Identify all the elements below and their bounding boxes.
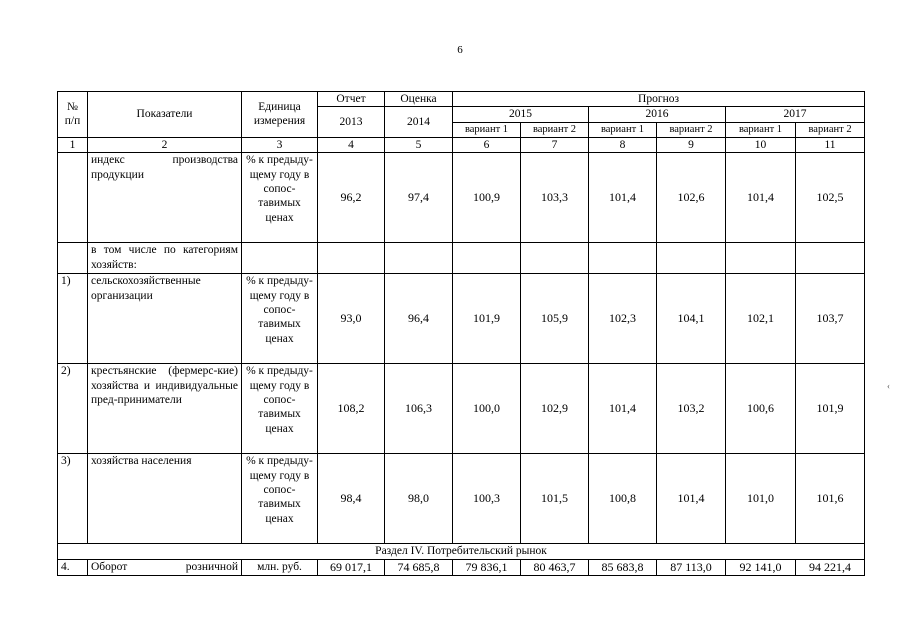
table-row <box>58 454 865 544</box>
table-row <box>58 153 865 243</box>
value-cell: 96,4 <box>385 274 453 364</box>
header-row-1 <box>58 92 865 107</box>
header-year-2016: 2016 <box>589 107 726 122</box>
value-cell: 101,9 <box>796 364 865 454</box>
header-year-2015: 2015 <box>453 107 589 122</box>
column-number: 3 <box>242 137 318 152</box>
value-cell: 98,0 <box>385 454 453 544</box>
value-cell: 96,2 <box>318 153 385 243</box>
row-unit: % к предыду-щему году в сопос-тавимых ценах <box>242 454 318 544</box>
row-indicator: Оборот розничной <box>88 559 242 575</box>
value-cell: 102,9 <box>521 364 589 454</box>
value-cell: 101,6 <box>796 454 865 544</box>
header-forecast: Прогноз <box>453 92 865 107</box>
row-indicator: в том числе по категориям хозяйств: <box>88 243 242 274</box>
value-cell: 85 683,8 <box>589 559 657 575</box>
value-cell: 100,8 <box>589 454 657 544</box>
value-cell: 108,2 <box>318 364 385 454</box>
value-cell: 100,6 <box>726 364 796 454</box>
row-indicator: хозяйства населения <box>88 454 242 544</box>
header-report-year: 2013 <box>318 107 385 137</box>
row-number: 1) <box>58 274 88 364</box>
table-row <box>58 364 865 454</box>
column-number: 4 <box>318 137 385 152</box>
column-number: 7 <box>521 137 589 152</box>
value-cell: 100,3 <box>453 454 521 544</box>
value-cell <box>657 243 726 274</box>
row-number: 2) <box>58 364 88 454</box>
value-cell <box>318 243 385 274</box>
value-cell: 93,0 <box>318 274 385 364</box>
value-cell: 74 685,8 <box>385 559 453 575</box>
value-cell <box>796 243 865 274</box>
value-cell: 101,9 <box>453 274 521 364</box>
row-indicator: сельскохозяйственные организации <box>88 274 242 364</box>
row-number: 3) <box>58 454 88 544</box>
value-cell: 103,3 <box>521 153 589 243</box>
value-cell: 101,4 <box>657 454 726 544</box>
header-variant: вариант 2 <box>521 122 589 137</box>
value-cell: 101,4 <box>589 364 657 454</box>
row-unit: % к предыду-щему году в сопос-тавимых ценах <box>242 364 318 454</box>
column-number: 6 <box>453 137 521 152</box>
header-indicators: Показатели <box>88 92 242 138</box>
value-cell: 94 221,4 <box>796 559 865 575</box>
value-cell: 102,5 <box>796 153 865 243</box>
row-indicator: индекс производства продукции <box>88 153 242 243</box>
header-estimate-year: 2014 <box>385 107 453 137</box>
header-report: Отчет <box>318 92 385 107</box>
header-variant: вариант 1 <box>726 122 796 137</box>
value-cell <box>521 243 589 274</box>
value-cell: 104,1 <box>657 274 726 364</box>
value-cell: 87 113,0 <box>657 559 726 575</box>
scan-mark: ‹ <box>887 381 890 391</box>
header-num: № п/п <box>58 92 88 138</box>
row-indicator: крестьянские (фермерс-кие) хозяйства и индивидуальные пред-приниматели <box>88 364 242 454</box>
header-variant: вариант 2 <box>796 122 865 137</box>
row-unit: млн. руб. <box>242 559 318 575</box>
row-unit: % к предыду-щему году в сопос-тавимых ценах <box>242 274 318 364</box>
column-number: 5 <box>385 137 453 152</box>
row-number: 4. <box>58 559 88 575</box>
column-numbers-row <box>58 137 865 152</box>
value-cell: 92 141,0 <box>726 559 796 575</box>
value-cell <box>385 243 453 274</box>
column-number: 1 <box>58 137 88 152</box>
value-cell: 103,7 <box>796 274 865 364</box>
row-unit <box>242 243 318 274</box>
value-cell: 101,0 <box>726 454 796 544</box>
page-number: 6 <box>457 44 463 56</box>
column-number: 8 <box>589 137 657 152</box>
value-cell: 105,9 <box>521 274 589 364</box>
header-year-2017: 2017 <box>726 107 865 122</box>
value-cell: 102,1 <box>726 274 796 364</box>
row-number <box>58 153 88 243</box>
value-cell <box>726 243 796 274</box>
column-number: 2 <box>88 137 242 152</box>
value-cell: 100,0 <box>453 364 521 454</box>
value-cell: 102,3 <box>589 274 657 364</box>
row-number <box>58 243 88 274</box>
value-cell: 101,4 <box>589 153 657 243</box>
table-row <box>58 274 865 364</box>
header-variant: вариант 2 <box>657 122 726 137</box>
value-cell: 101,4 <box>726 153 796 243</box>
value-cell: 69 017,1 <box>318 559 385 575</box>
value-cell: 79 836,1 <box>453 559 521 575</box>
column-number: 10 <box>726 137 796 152</box>
table-row <box>58 559 865 575</box>
column-number: 9 <box>657 137 726 152</box>
header-variant: вариант 1 <box>453 122 521 137</box>
value-cell: 102,6 <box>657 153 726 243</box>
value-cell: 100,9 <box>453 153 521 243</box>
table-row <box>58 243 865 274</box>
value-cell <box>453 243 521 274</box>
forecast-table <box>57 91 865 576</box>
value-cell <box>589 243 657 274</box>
value-cell: 98,4 <box>318 454 385 544</box>
row-unit: % к предыду-щему году в сопос-тавимых ценах <box>242 153 318 243</box>
header-variant: вариант 1 <box>589 122 657 137</box>
value-cell: 80 463,7 <box>521 559 589 575</box>
column-number: 11 <box>796 137 865 152</box>
value-cell: 103,2 <box>657 364 726 454</box>
value-cell: 106,3 <box>385 364 453 454</box>
value-cell: 101,5 <box>521 454 589 544</box>
section-title: Раздел IV. Потребительский рынок <box>58 544 865 559</box>
header-unit: Единица измерения <box>242 92 318 138</box>
header-estimate: Оценка <box>385 92 453 107</box>
value-cell: 97,4 <box>385 153 453 243</box>
section-row <box>58 544 865 559</box>
